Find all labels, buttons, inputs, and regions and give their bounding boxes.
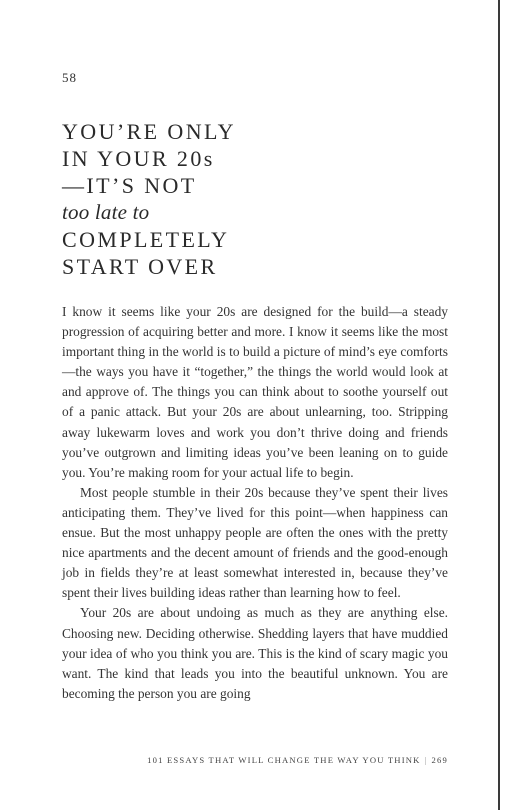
title-line-1: YOU’RE ONLY [62, 119, 236, 144]
paragraph-1: I know it seems like your 20s are designed for the build—a steady progression of acquiring better and more. I know it seems like the most important thing in the world is to build a picture of mind’s eye comforts—the ways you have it “together,” the things the world would look at and approve of. The things you can think about to soothe yourself out of a panic attack. But your 20s are about unlearning, too. Stripping away lukewarm loves and work you don’t thrive doing and friends you’ve outgrown and limiting ideas you’ve been leaning on to guide you. You’re making room for your actual life to begin. [62, 304, 448, 480]
title-line-2: IN YOUR 20s [62, 146, 215, 171]
footer-separator: | [424, 755, 428, 765]
page-edge-gap [500, 0, 507, 810]
chapter-title [62, 118, 362, 280]
title-line-6: START OVER [62, 254, 218, 279]
running-footer [62, 755, 448, 765]
title-line-3: —IT’S NOT [62, 173, 197, 198]
paragraph-2: Most people stumble in their 20s because they’ve spent their lives anticipating them. They’ve lived for this point—when happiness can ensue. But the most unhappy people are often the ones with the pretty nice apartments and the decent amount of friends and the good-enough job in fields they’re at least somewhat interested in, because they’ve spent their lives building ideas rather than learning how to feel. [62, 484, 448, 601]
footer-page-number: 269 [431, 755, 448, 765]
essay-body [62, 302, 448, 704]
paragraph-3: Your 20s are about undoing as much as they are anything else. Choosing new. Deciding otherwise. Shedding layers that have muddied your idea of who you think you are. This is the kind of scary magic you want. The kind that leads you into the beautiful unknown. You are becoming the person you are going [62, 605, 448, 701]
title-line-4: too late to [62, 200, 150, 224]
chapter-number: 58 [62, 70, 77, 85]
footer-book-title: 101 ESSAYS THAT WILL CHANGE THE WAY YOU THINK [147, 755, 421, 765]
title-line-5: COMPLETELY [62, 227, 230, 252]
